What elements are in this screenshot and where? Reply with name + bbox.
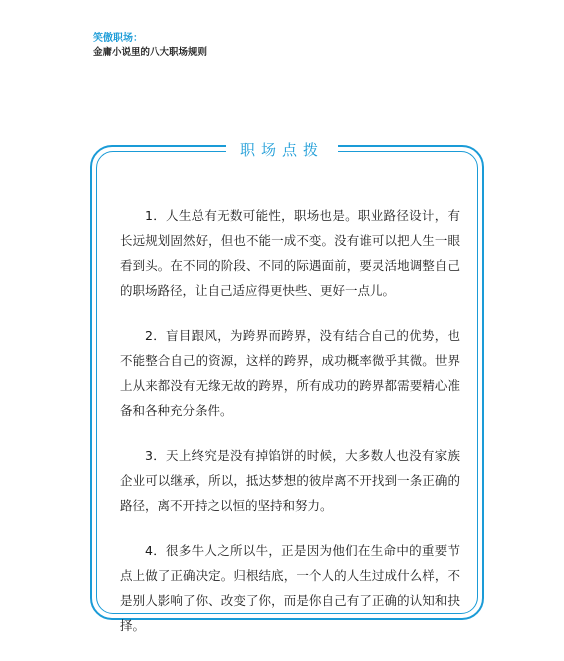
box-content (120, 203, 460, 658)
paragraph-4: 4．很多牛人之所以牛，正是因为他们在生命中的重要节点上做了正确决定。归根结底，一个人的人生过成什么样，不是别人影响了你、改变了你，而是你自己有了正确的认知和抉择。 (120, 543, 460, 633)
paragraph-2: 2．盲目跟风，为跨界而跨界，没有结合自己的优势，也不能整合自己的资源，这样的跨界，成功概率微乎其微。世界上从来都没有无缘无故的跨界，所有成功的跨界都需要精心准备和各种充分条件。 (120, 328, 460, 418)
box-title: 职场点拨 (226, 140, 338, 160)
header-title: 笑傲职场： (93, 33, 143, 44)
paragraph-3: 3．天上终究是没有掉馅饼的时候，大多数人也没有家族企业可以继承，所以，抵达梦想的彼岸离不开找到一条正确的路径，离不开持之以恒的坚持和努力。 (120, 448, 460, 513)
header-subtitle: 金庸小说里的八大职场规则 (93, 47, 208, 58)
box-title-wrap (0, 140, 564, 160)
paragraph-1: 1．人生总有无数可能性，职场也是。职业路径设计，有长远规划固然好，但也不能一成不变。没有谁可以把人生一眼看到头。在不同的阶段、不同的际遇面前，要灵活地调整自己的职场路径，让自己适应得更快些、更好一点儿。 (120, 208, 460, 298)
